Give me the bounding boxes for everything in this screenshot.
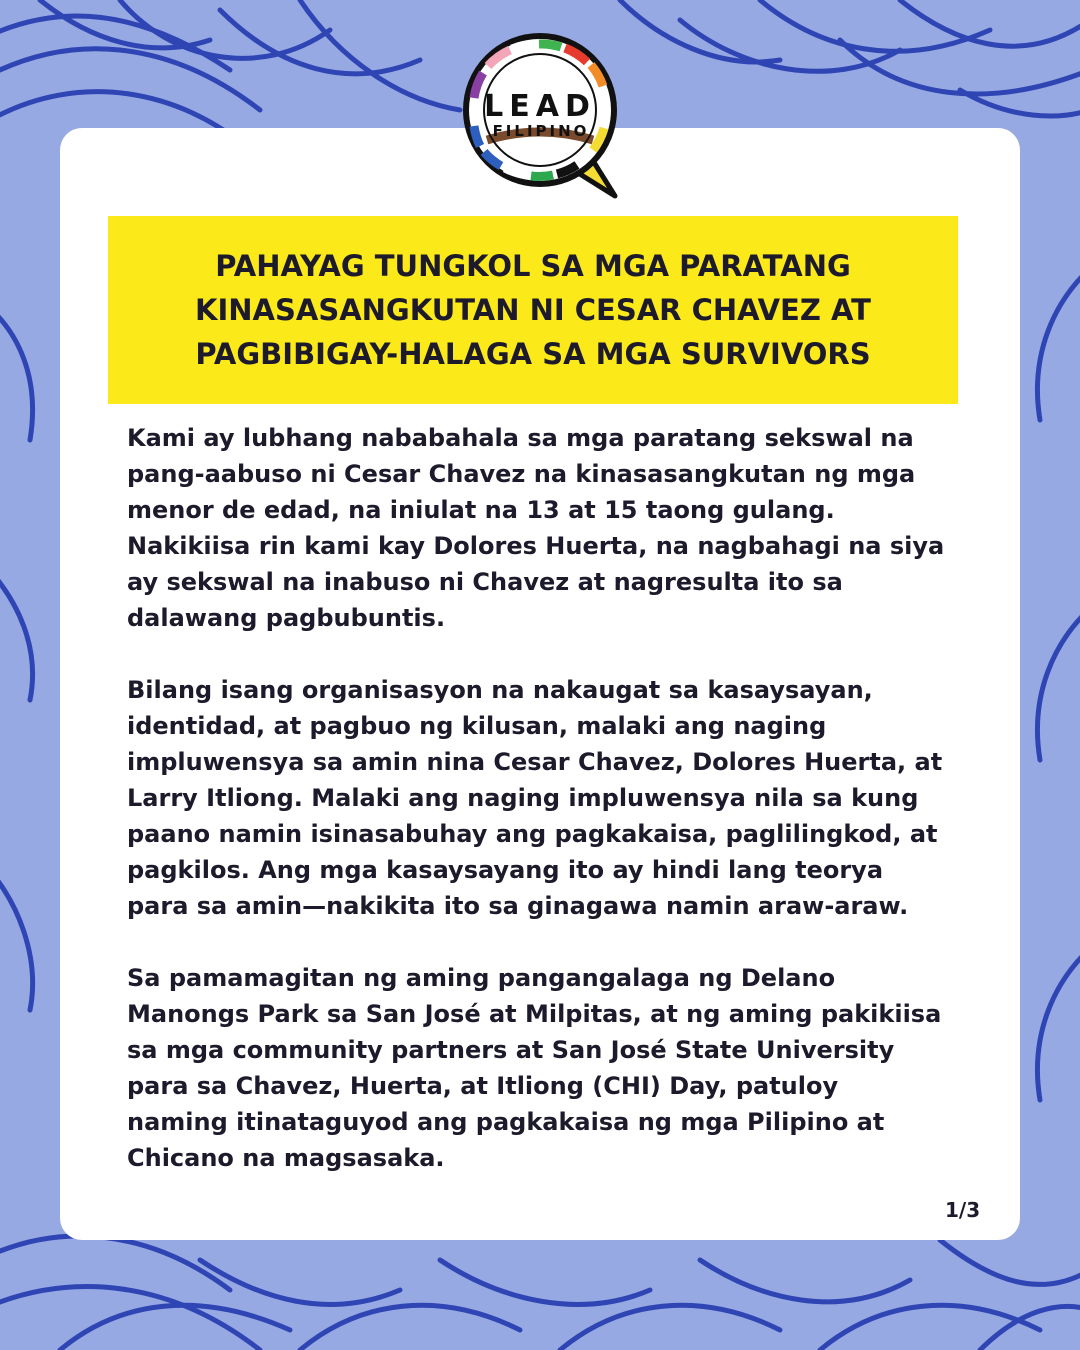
- paragraph-2: Bilang isang organisasyon na nakaugat sa kasaysayan, identidad, at pagbuo ng kilusan, malaki ang naging impluwensya sa amin nina Cesar Chavez, Dolores Huerta, at Larry Itliong. Malaki ang naging impluwensya nila sa kung paano namin isinasabuhay ang pagkakaisa, paglilingkod, at pagkilos. Ang mga kasaysayang ito ay hindi lang teorya para sa amin—nakikita ito sa ginagawa namin araw-araw.: [127, 676, 943, 920]
- title-banner: [108, 216, 958, 404]
- statement-title: PAHAYAG TUNGKOL SA MGA PARATANG KINASASANGKUTAN NI CESAR CHAVEZ AT PAGBIBIGAY-HALAGA SA MGA SURVIVORS: [195, 249, 871, 371]
- logo-word-lead: LEAD: [484, 89, 596, 124]
- lead-filipino-logo: [455, 28, 625, 200]
- paragraph-3: Sa pamamagitan ng aming pangangalaga ng Delano Manongs Park sa San José at Milpitas, at ng aming pakikiisa sa mga community partners at San José State University para sa Chavez, Huerta, at Itliong (CHI) Day, patuloy naming itinataguyod ang pagkakaisa ng mga Pilipino at Chicano na magsasaka.: [127, 964, 942, 1172]
- statement-body: [127, 420, 947, 1212]
- paragraph-1: Kami ay lubhang nababahala sa mga paratang sekswal na pang-aabuso ni Cesar Chavez na kinasasangkutan ng mga menor de edad, na iniulat na 13 at 15 taong gulang. Nakikiisa rin kami kay Dolores Huerta, na nagbahagi na siya ay sekswal na inabuso ni Chavez at nagresulta ito sa dalawang pagbubuntis.: [127, 424, 945, 632]
- page-indicator: 1/3: [945, 1198, 981, 1222]
- logo-word-filipino: FILIPINO: [492, 122, 590, 140]
- speech-bubble-logo-icon: [455, 28, 625, 200]
